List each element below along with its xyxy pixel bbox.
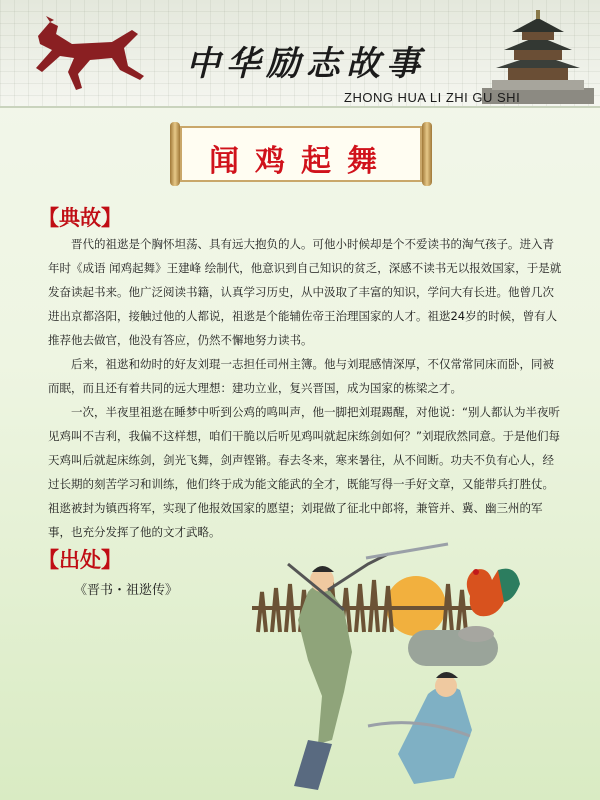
story-paragraph: 后来，祖逖和幼时的好友刘琨一志担任司州主簿。他与刘琨感情深厚，不仅常常同床而卧，同被而眠，而且还有着共同的远大理想：建功立业，复兴晋国，成为国家的栋梁之才。 <box>48 357 554 395</box>
sword-practice-illustration <box>248 540 548 796</box>
story-paragraph: 一次，半夜里祖逖在睡梦中听到公鸡的鸣叫声，他一脚把刘琨踢醒，对他说：“别人都认为半夜听见鸡叫不吉利，我偏不这样想，咱们干脆以后听见鸡叫就起床练剑如何？”刘琨欣然同意。于是他们每天鸡叫后就起床练剑，剑光飞舞，剑声铿锵。春去冬来，寒来暑往，从不间断。功夫不负有心人，经过长期的刻苦学习和训练，他们终于成为能文能武的全才，既能写得一手好文章，又能带兵打胜仗。祖逖被封为镇西将军，实现了他报效国家的愿望；刘琨做了征北中郎将，兼管并、冀、幽三州的军事，也充分发挥了他的文才武略。 <box>48 405 560 539</box>
story-title: 闻鸡起舞 <box>209 144 393 179</box>
story-paragraph: 晋代的祖逖是个胸怀坦荡、具有远大抱负的人。可他小时候却是个不爱读书的淘气孩子。进入青年时《成语 闻鸡起舞》王建峰 绘制代，他意识到自己知识的贫乏，深感不读书无以报效国家，于是就发奋读起书来。他广泛阅读书籍，认真学习历史，从中汲取了丰富的知识，学问大有长进。他曾几次进出京都洛阳，接触过他的人都说，祖逖是个能辅佐帝王治理国家的人才。祖逖24岁的时候，曾有人推荐他去做官，他没有答应，仍然不懈地努力读书。 <box>48 237 562 347</box>
scroll-rod-right <box>422 122 432 186</box>
scroll-banner <box>166 122 436 186</box>
allusion-heading: 【典故】 <box>38 206 122 230</box>
header-title: 中华励志故事 <box>186 44 426 84</box>
header-subtitle: ZHONG HUA LI ZHI GU SHI <box>344 90 521 105</box>
source-heading: 【出处】 <box>38 548 122 572</box>
source-text: 《晋书・祖逖传》 <box>74 583 179 598</box>
scroll-rod-left <box>170 122 180 186</box>
bronze-horse-icon <box>20 14 150 94</box>
header-banner <box>0 0 600 108</box>
story-body <box>48 232 562 544</box>
header-divider <box>0 106 600 108</box>
